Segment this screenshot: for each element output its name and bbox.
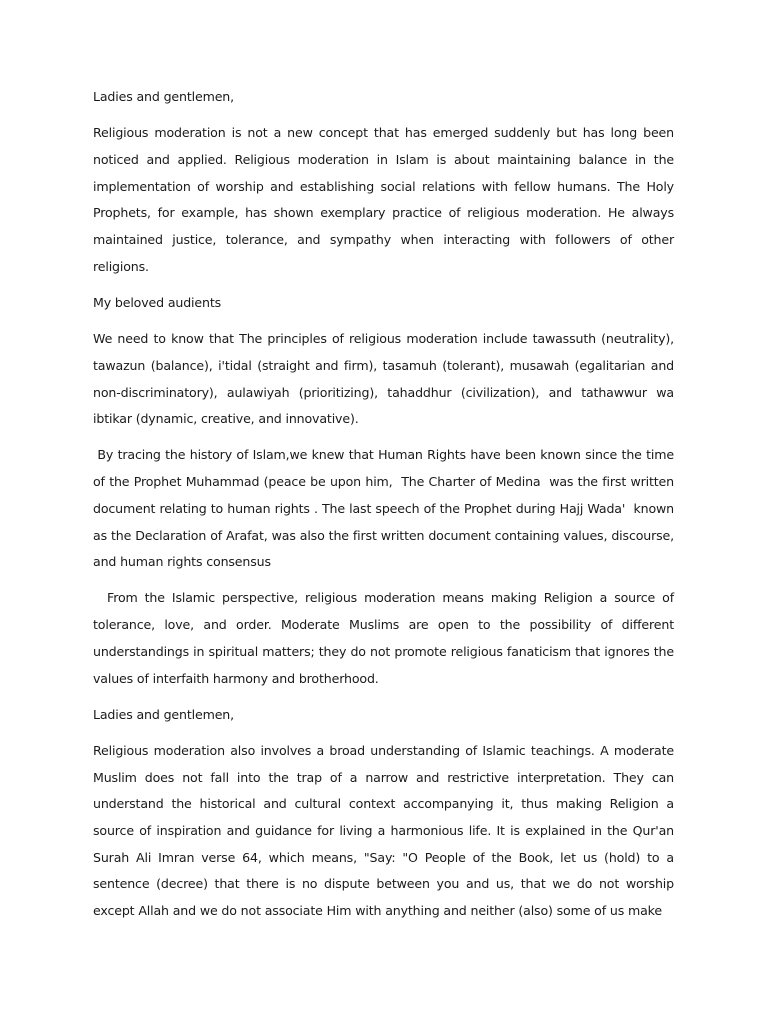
paragraph-principles: We need to know that The principles of religious moderation include tawassuth (neutrality), tawazun (balance), i'tidal (straight and firm), tasamuh (tolerant), musawah (egalitarian and non-discriminatory), aulawiyah (prioritizing), tahaddhur (civilization), and tathawwur wa ibtikar (dynamic, creative, and innovative). bbox=[93, 331, 678, 427]
paragraph-broad-understanding: Religious moderation also involves a broad understanding of Islamic teachings. A moderate Muslim does not fall into the trap of a narrow and restrictive interpretation. They can understand the historical and cultural context accompanying it, thus making Religion a source of inspiration and guidance for living a harmonious life. It is explained in the Qur'an Surah Ali Imran verse 64, which means, "Say: "O People of the Book, let us (hold) to a sentence (decree) that there is no dispute between you and us, that we do not worship except Allah and we do not associate Him with anything and neither (also) some of us make bbox=[93, 742, 678, 919]
paragraph-human-rights-history: By tracing the history of Islam,we knew that Human Rights have been known since the time of the Prophet Muhammad (peace be upon him, The Charter of Medina was the first written document relating to human rights . The last speech of the Prophet during Hajj Wada' known as the Declaration of Arafat, was also the first written document containing values, discourse, and human rights consensus bbox=[93, 447, 678, 570]
paragraph-moderation-concept: Religious moderation is not a new concept that has emerged suddenly but has long been noticed and applied. Religious moderation in Islam is about maintaining balance in the implementation of worship and establishing social relations with fellow humans. The Holy Prophets, for example, has shown exemplary practice of religious moderation. He always maintained justice, tolerance, and sympathy when interacting with followers of other religions. bbox=[93, 125, 678, 274]
salutation-1: Ladies and gentlemen, bbox=[93, 89, 234, 104]
salutation-3: Ladies and gentlemen, bbox=[93, 706, 234, 722]
document-body bbox=[93, 84, 678, 934]
paragraph-islamic-perspective: From the Islamic perspective, religious moderation means making Religion a source of tolerance, love, and order. Moderate Muslims are open to the possibility of different understandings in spiritual matters; they do not promote religious fanaticism that ignores the values of interfaith harmony and brotherhood. bbox=[93, 590, 678, 686]
salutation-2: My beloved audients bbox=[93, 294, 222, 310]
